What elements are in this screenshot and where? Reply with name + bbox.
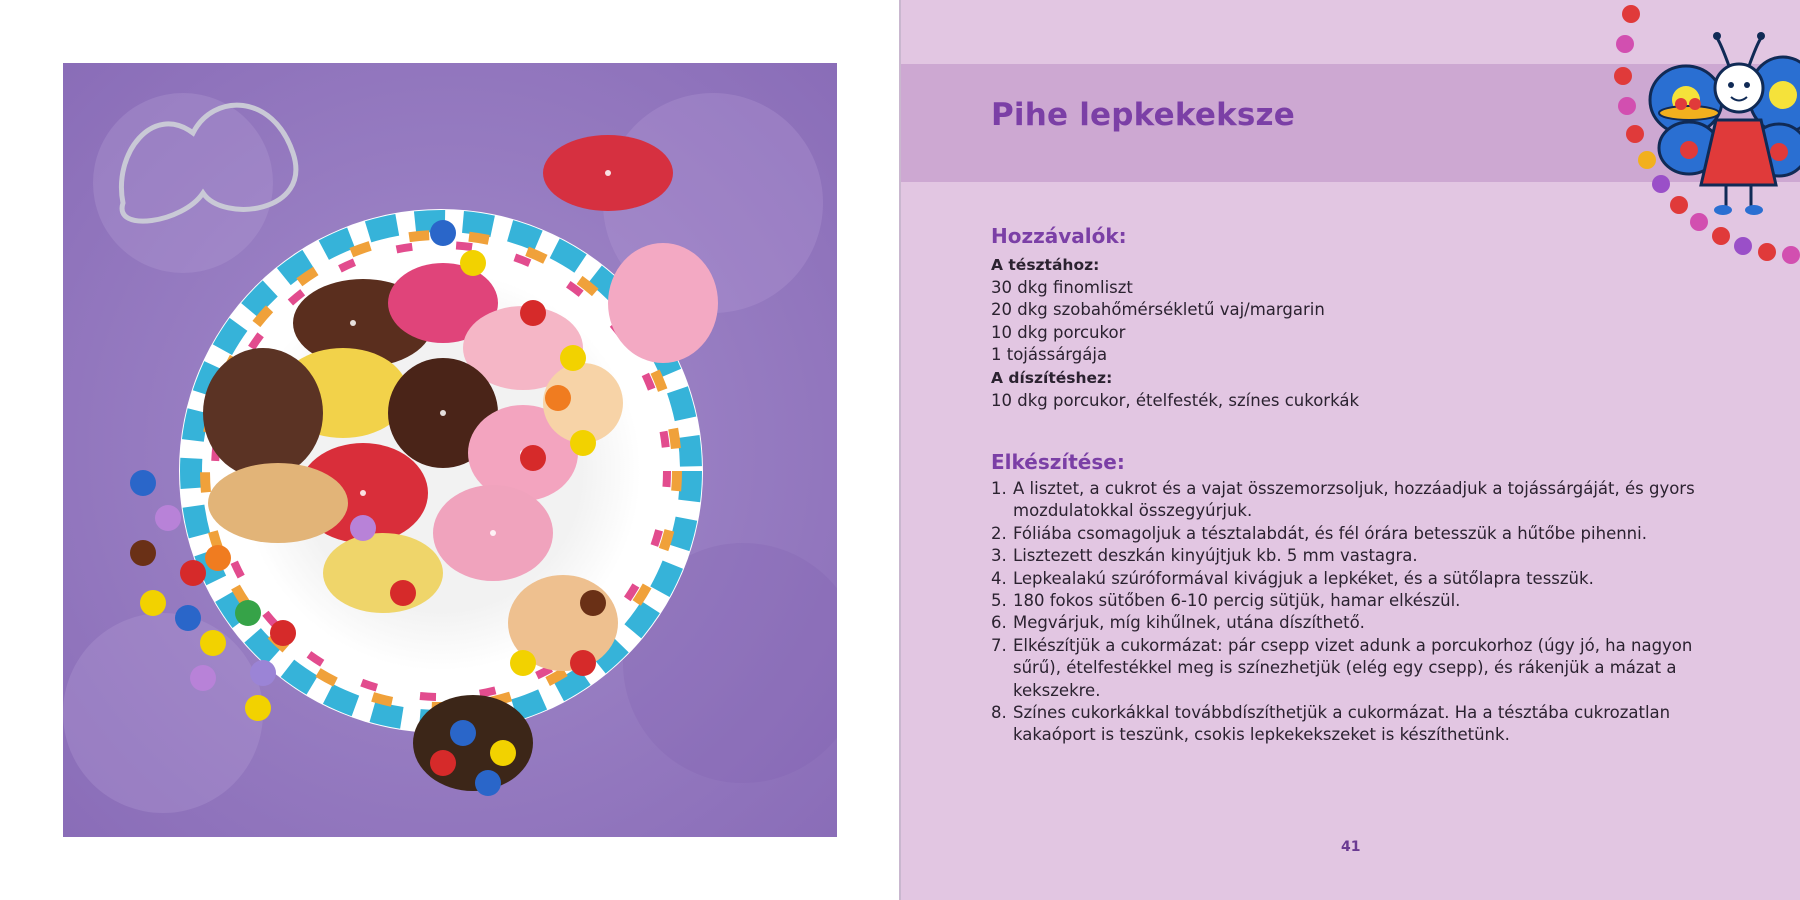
step-item: 2. Fóliába csomagoljuk a tésztalabdát, és fél órára betesszük a hűtőbe pihenni. [991,523,1647,543]
method-steps [991,478,1711,747]
ingredient-item: 10 dkg porcukor, ételfesték, színes cukorkák [991,390,1360,410]
step-item: 1. A lisztet, a cukrot és a vajat összemorzsoljuk, hozzáadjuk a tojássárgáját, és gyors mozdulatokkal összegyúrjuk. [991,479,1695,521]
right-page [901,0,1800,900]
ingredient-item: 30 dkg finomliszt [991,277,1133,297]
ingredients-heading: Hozzávalók: [991,224,1127,248]
recipe-title: Pihe lepkekeksze [991,97,1296,133]
step-item: 8. Színes cukorkákkal továbbdíszíthetjük a cukormázat. Ha a tésztába cukrozatlan kakaóport is teszünk, csokis lepkekekszeket is készíthetünk. [991,703,1671,745]
decoration-heading: A díszítéshez: [991,368,1113,387]
ingredient-item: 20 dkg szobahőmérsékletű vaj/margarin [991,300,1325,320]
step-item: 3. Lisztezett deszkán kinyújtjuk kb. 5 mm vastagra. [991,546,1418,566]
dough-heading: A tésztához: [991,256,1100,274]
method-heading: Elkészítése: [991,450,1125,474]
butterfly-fairy-illustration [1521,0,1800,290]
ingredients-list [991,254,1611,412]
step-item: 6. Megvárjuk, míg kihűlnek, utána díszíthető. [991,613,1365,633]
step-item: 4. Lepkealakú szúróformával kivágjuk a lepkéket, és a sütőlapra tesszük. [991,568,1594,588]
step-item: 5. 180 fokos sütőben 6-10 percig sütjük, hamar elkészül. [991,591,1461,611]
ingredient-item: 1 tojássárgája [991,345,1108,365]
step-item: 7. Elkészítjük a cukormázat: pár csepp vizet adunk a porcukorhoz (úgy jó, ha nagyon sűrű), ételfestékkel meg is színezhetjük (elég egy csepp), és rákenjük a mázat a kekszekre. [991,635,1693,700]
ingredient-item: 10 dkg porcukor [991,322,1126,342]
butterfly-cookies-photo [63,63,837,837]
page-number: 41 [1341,839,1361,855]
